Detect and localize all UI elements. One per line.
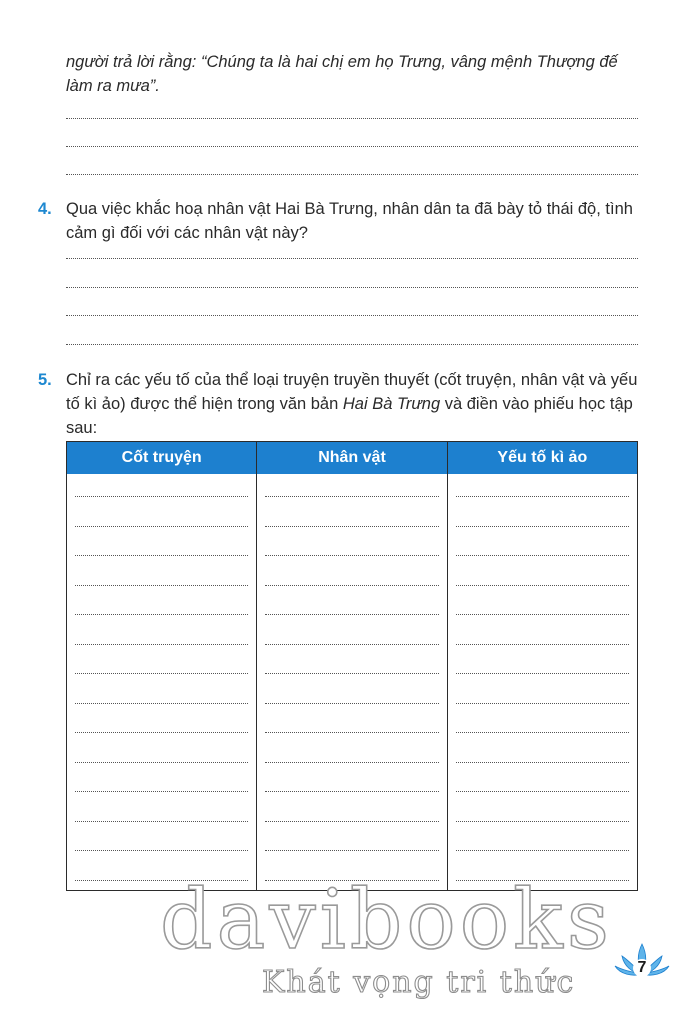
column-plot[interactable]: [67, 474, 257, 890]
cell-answer-line[interactable]: [265, 555, 438, 556]
cell-answer-line[interactable]: [265, 732, 438, 733]
answer-line[interactable]: [66, 146, 638, 147]
cell-answer-line[interactable]: [75, 614, 248, 615]
table-body: [67, 474, 637, 890]
cell-answer-line[interactable]: [75, 821, 248, 822]
question-text-end: và điền vào phiếu học tập sau:: [66, 395, 633, 437]
column-fantasy-elements[interactable]: [448, 474, 637, 890]
cell-answer-line[interactable]: [265, 526, 438, 527]
cell-answer-line[interactable]: [265, 791, 438, 792]
cell-answer-line[interactable]: [456, 821, 629, 822]
cell-answer-line[interactable]: [265, 850, 438, 851]
cell-answer-line[interactable]: [75, 585, 248, 586]
question-number: 5.: [38, 371, 52, 389]
cell-answer-line[interactable]: [75, 644, 248, 645]
column-characters[interactable]: [257, 474, 447, 890]
cell-answer-line[interactable]: [456, 732, 629, 733]
cell-answer-line[interactable]: [456, 673, 629, 674]
cell-answer-line[interactable]: [75, 732, 248, 733]
intro-lead: người trả lời rằng:: [66, 53, 201, 71]
header-fantasy-elements: Yếu tố kì ảo: [497, 449, 588, 466]
question-text: Qua việc khắc hoạ nhân vật Hai Bà Trưng, nhân dân ta đã bày tỏ thái độ, tình cảm gì đối với các nhân vật này?: [66, 200, 633, 242]
question-number: 4.: [38, 200, 52, 218]
cell-answer-line[interactable]: [75, 762, 248, 763]
worksheet-table: [66, 441, 638, 891]
cell-answer-line[interactable]: [265, 496, 438, 497]
cell-answer-line[interactable]: [456, 762, 629, 763]
cell-answer-line[interactable]: [265, 762, 438, 763]
page-number: 7: [637, 959, 647, 976]
cell-answer-line[interactable]: [265, 703, 438, 704]
cell-answer-line[interactable]: [75, 673, 248, 674]
watermark-brand: davibooks: [160, 873, 613, 968]
cell-answer-line[interactable]: [75, 703, 248, 704]
cell-answer-line[interactable]: [75, 496, 248, 497]
cell-answer-line[interactable]: [456, 850, 629, 851]
table-header: [67, 442, 637, 474]
cell-answer-line[interactable]: [456, 644, 629, 645]
cell-answer-line[interactable]: [456, 791, 629, 792]
cell-answer-line[interactable]: [75, 555, 248, 556]
header-characters: Nhân vật: [257, 442, 447, 474]
intro-quote: “Chúng ta là hai chị em họ Trưng, vâng mệnh Thượng đế làm ra mưa”.: [66, 53, 618, 95]
cell-answer-line[interactable]: [75, 850, 248, 851]
cell-answer-line[interactable]: [265, 614, 438, 615]
question-text-start: Chỉ ra các yếu tố của thể loại truyện truyền thuyết (cốt truyện, nhân vật và yếu tố kì ảo) được thể hiện trong văn bản: [66, 371, 638, 413]
question-text: [66, 368, 643, 440]
watermark-slogan: Khát vọng tri thức: [262, 965, 576, 1000]
cell-answer-line[interactable]: [265, 821, 438, 822]
question-5: [38, 368, 643, 440]
cell-answer-line[interactable]: [456, 703, 629, 704]
cell-answer-line[interactable]: [456, 496, 629, 497]
cell-answer-line[interactable]: [265, 644, 438, 645]
text-title: Hai Bà Trưng: [342, 395, 441, 413]
question-4: [38, 197, 643, 245]
cell-answer-line[interactable]: [456, 555, 629, 556]
answer-line[interactable]: [66, 315, 638, 316]
cell-answer-line[interactable]: [456, 585, 629, 586]
cell-answer-line[interactable]: [456, 614, 629, 615]
answer-line[interactable]: [66, 258, 638, 259]
answer-line[interactable]: [66, 118, 638, 119]
header-plot: Cốt truyện: [67, 442, 257, 474]
cell-answer-line[interactable]: [75, 791, 248, 792]
answer-line[interactable]: [66, 287, 638, 288]
cell-answer-line[interactable]: [265, 585, 438, 586]
answer-line[interactable]: [66, 344, 638, 345]
page-number-badge: [612, 938, 672, 984]
intro-text: [66, 50, 646, 98]
cell-answer-line[interactable]: [265, 673, 438, 674]
cell-answer-line[interactable]: [456, 526, 629, 527]
cell-answer-line[interactable]: [75, 526, 248, 527]
answer-line[interactable]: [66, 174, 638, 175]
